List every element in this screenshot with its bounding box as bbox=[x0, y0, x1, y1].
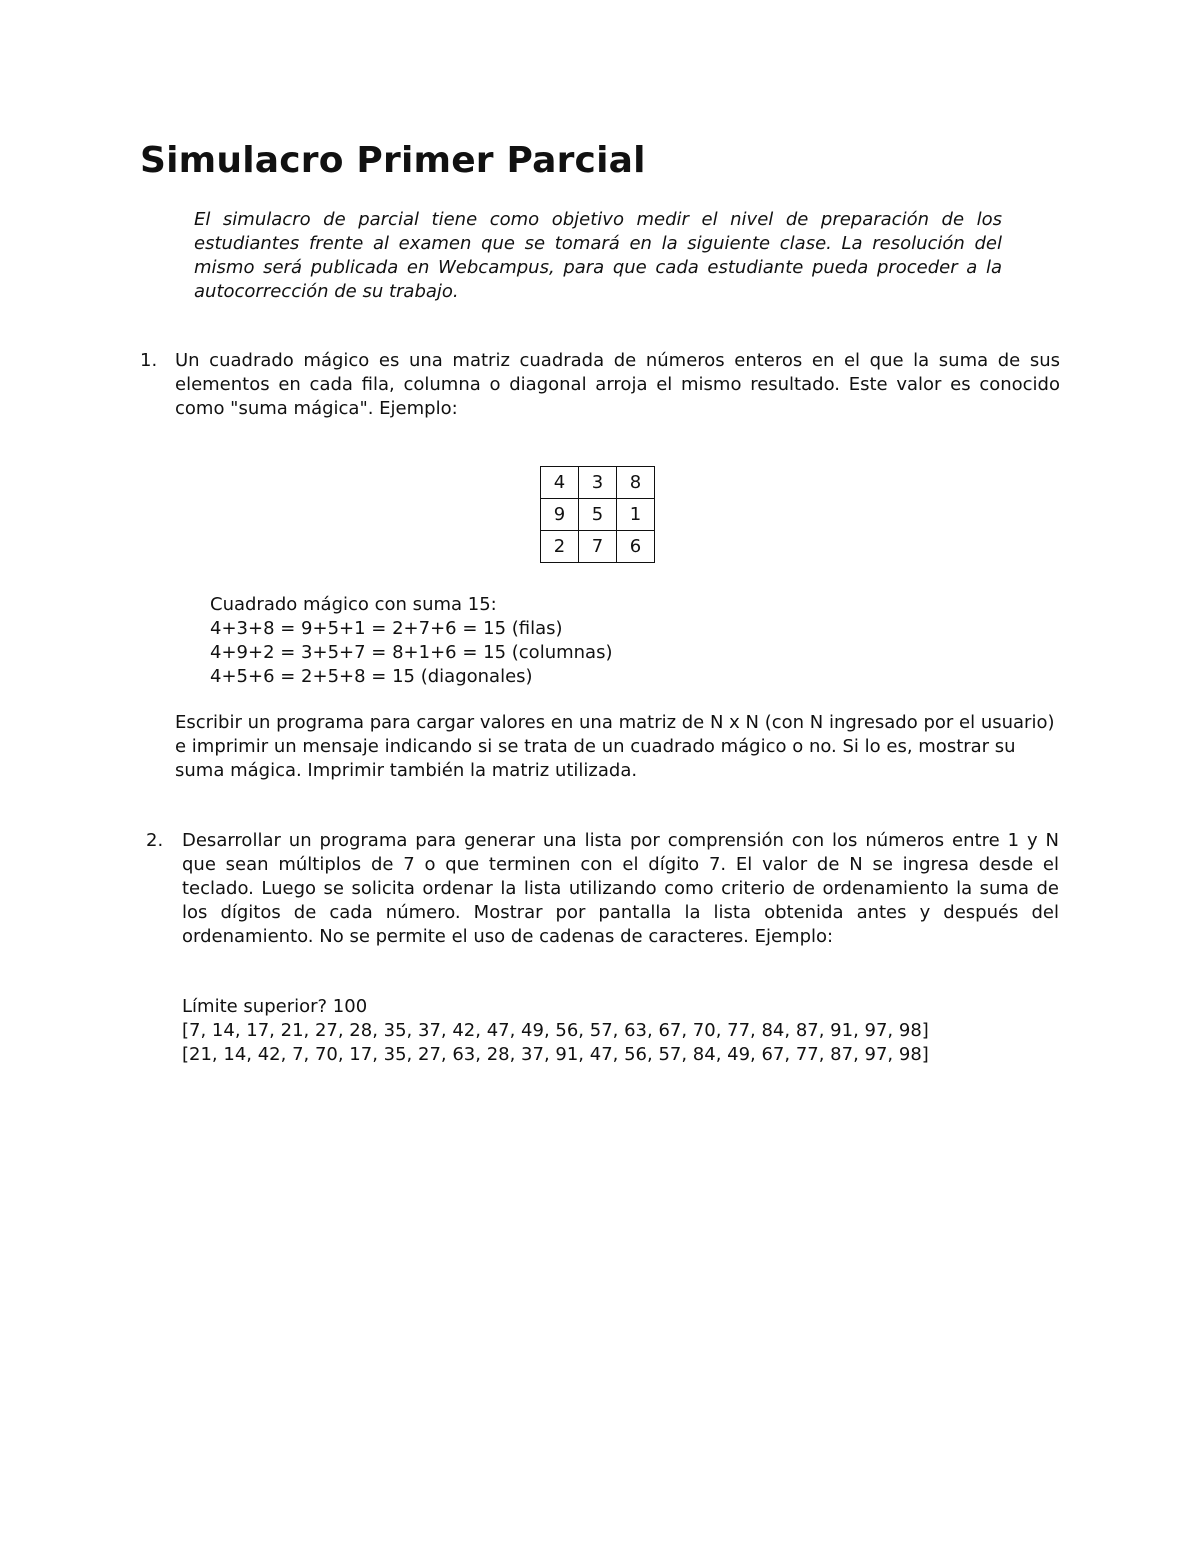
example-line: 4+5+6 = 2+5+8 = 15 (diagonales) bbox=[210, 666, 533, 687]
table-cell: 8 bbox=[617, 467, 655, 499]
intro-paragraph: El simulacro de parcial tiene como objetivo medir el nivel de preparación de los estudiantes frente al examen que se tomará en la siguiente clase. La resolución del mismo será publicada en Webcampus, para que cada estudiante pueda proceder a la autocorrección de su trabajo. bbox=[194, 209, 1002, 302]
table-cell: 7 bbox=[579, 531, 617, 563]
table-cell: 4 bbox=[541, 467, 579, 499]
table-cell: 5 bbox=[579, 499, 617, 531]
question-1-example bbox=[210, 593, 612, 689]
example-line: 4+3+8 = 9+5+1 = 2+7+6 = 15 (filas) bbox=[210, 618, 563, 639]
example-line: 4+9+2 = 3+5+7 = 8+1+6 = 15 (columnas) bbox=[210, 642, 613, 663]
example-line: Límite superior? 100 bbox=[182, 996, 368, 1017]
example-line: Cuadrado mágico con suma 15: bbox=[210, 594, 497, 615]
example-line: [7, 14, 17, 21, 27, 28, 35, 37, 42, 47, 49, 56, 57, 63, 67, 70, 77, 84, 87, 91, 97, 98] bbox=[182, 1020, 929, 1041]
table-row bbox=[541, 499, 655, 531]
question-2-number: 2. bbox=[146, 830, 164, 851]
example-line: [21, 14, 42, 7, 70, 17, 35, 27, 63, 28, 37, 91, 47, 56, 57, 84, 49, 67, 77, 87, 97, 98] bbox=[182, 1044, 929, 1065]
table-cell: 1 bbox=[617, 499, 655, 531]
table-row bbox=[541, 531, 655, 563]
magic-square-table bbox=[540, 466, 655, 563]
table-cell: 9 bbox=[541, 499, 579, 531]
question-2-example bbox=[182, 995, 929, 1067]
question-2-text: Desarrollar un programa para generar una lista por comprensión con los números entre 1 y N que sean múltiplos de 7 o que terminen con el dígito 7. El valor de N se ingresa desde el teclado. Luego se solicita ordenar la lista utilizando como criterio de ordenamiento la suma de los dígitos de cada número. Mostrar por pantalla la lista obtenida antes y después del ordenamiento. No se permite el uso de cadenas de caracteres. Ejemplo: bbox=[182, 830, 1059, 947]
question-1-task: Escribir un programa para cargar valores en una matriz de N x N (con N ingresado por el usuario) e imprimir un mensaje indicando si se trata de un cuadrado mágico o no. Si lo es, mostrar su suma mágica. Imprimir también la matriz utilizada. bbox=[175, 712, 1055, 781]
table-cell: 6 bbox=[617, 531, 655, 563]
page-title: Simulacro Primer Parcial bbox=[140, 140, 646, 181]
table-cell: 3 bbox=[579, 467, 617, 499]
question-1-number: 1. bbox=[140, 350, 158, 371]
question-1-text: Un cuadrado mágico es una matriz cuadrada de números enteros en el que la suma de sus elementos en cada fila, columna o diagonal arroja el mismo resultado. Este valor es conocido como "suma mágica". Ejemplo: bbox=[175, 350, 1060, 419]
table-row bbox=[541, 467, 655, 499]
table-cell: 2 bbox=[541, 531, 579, 563]
